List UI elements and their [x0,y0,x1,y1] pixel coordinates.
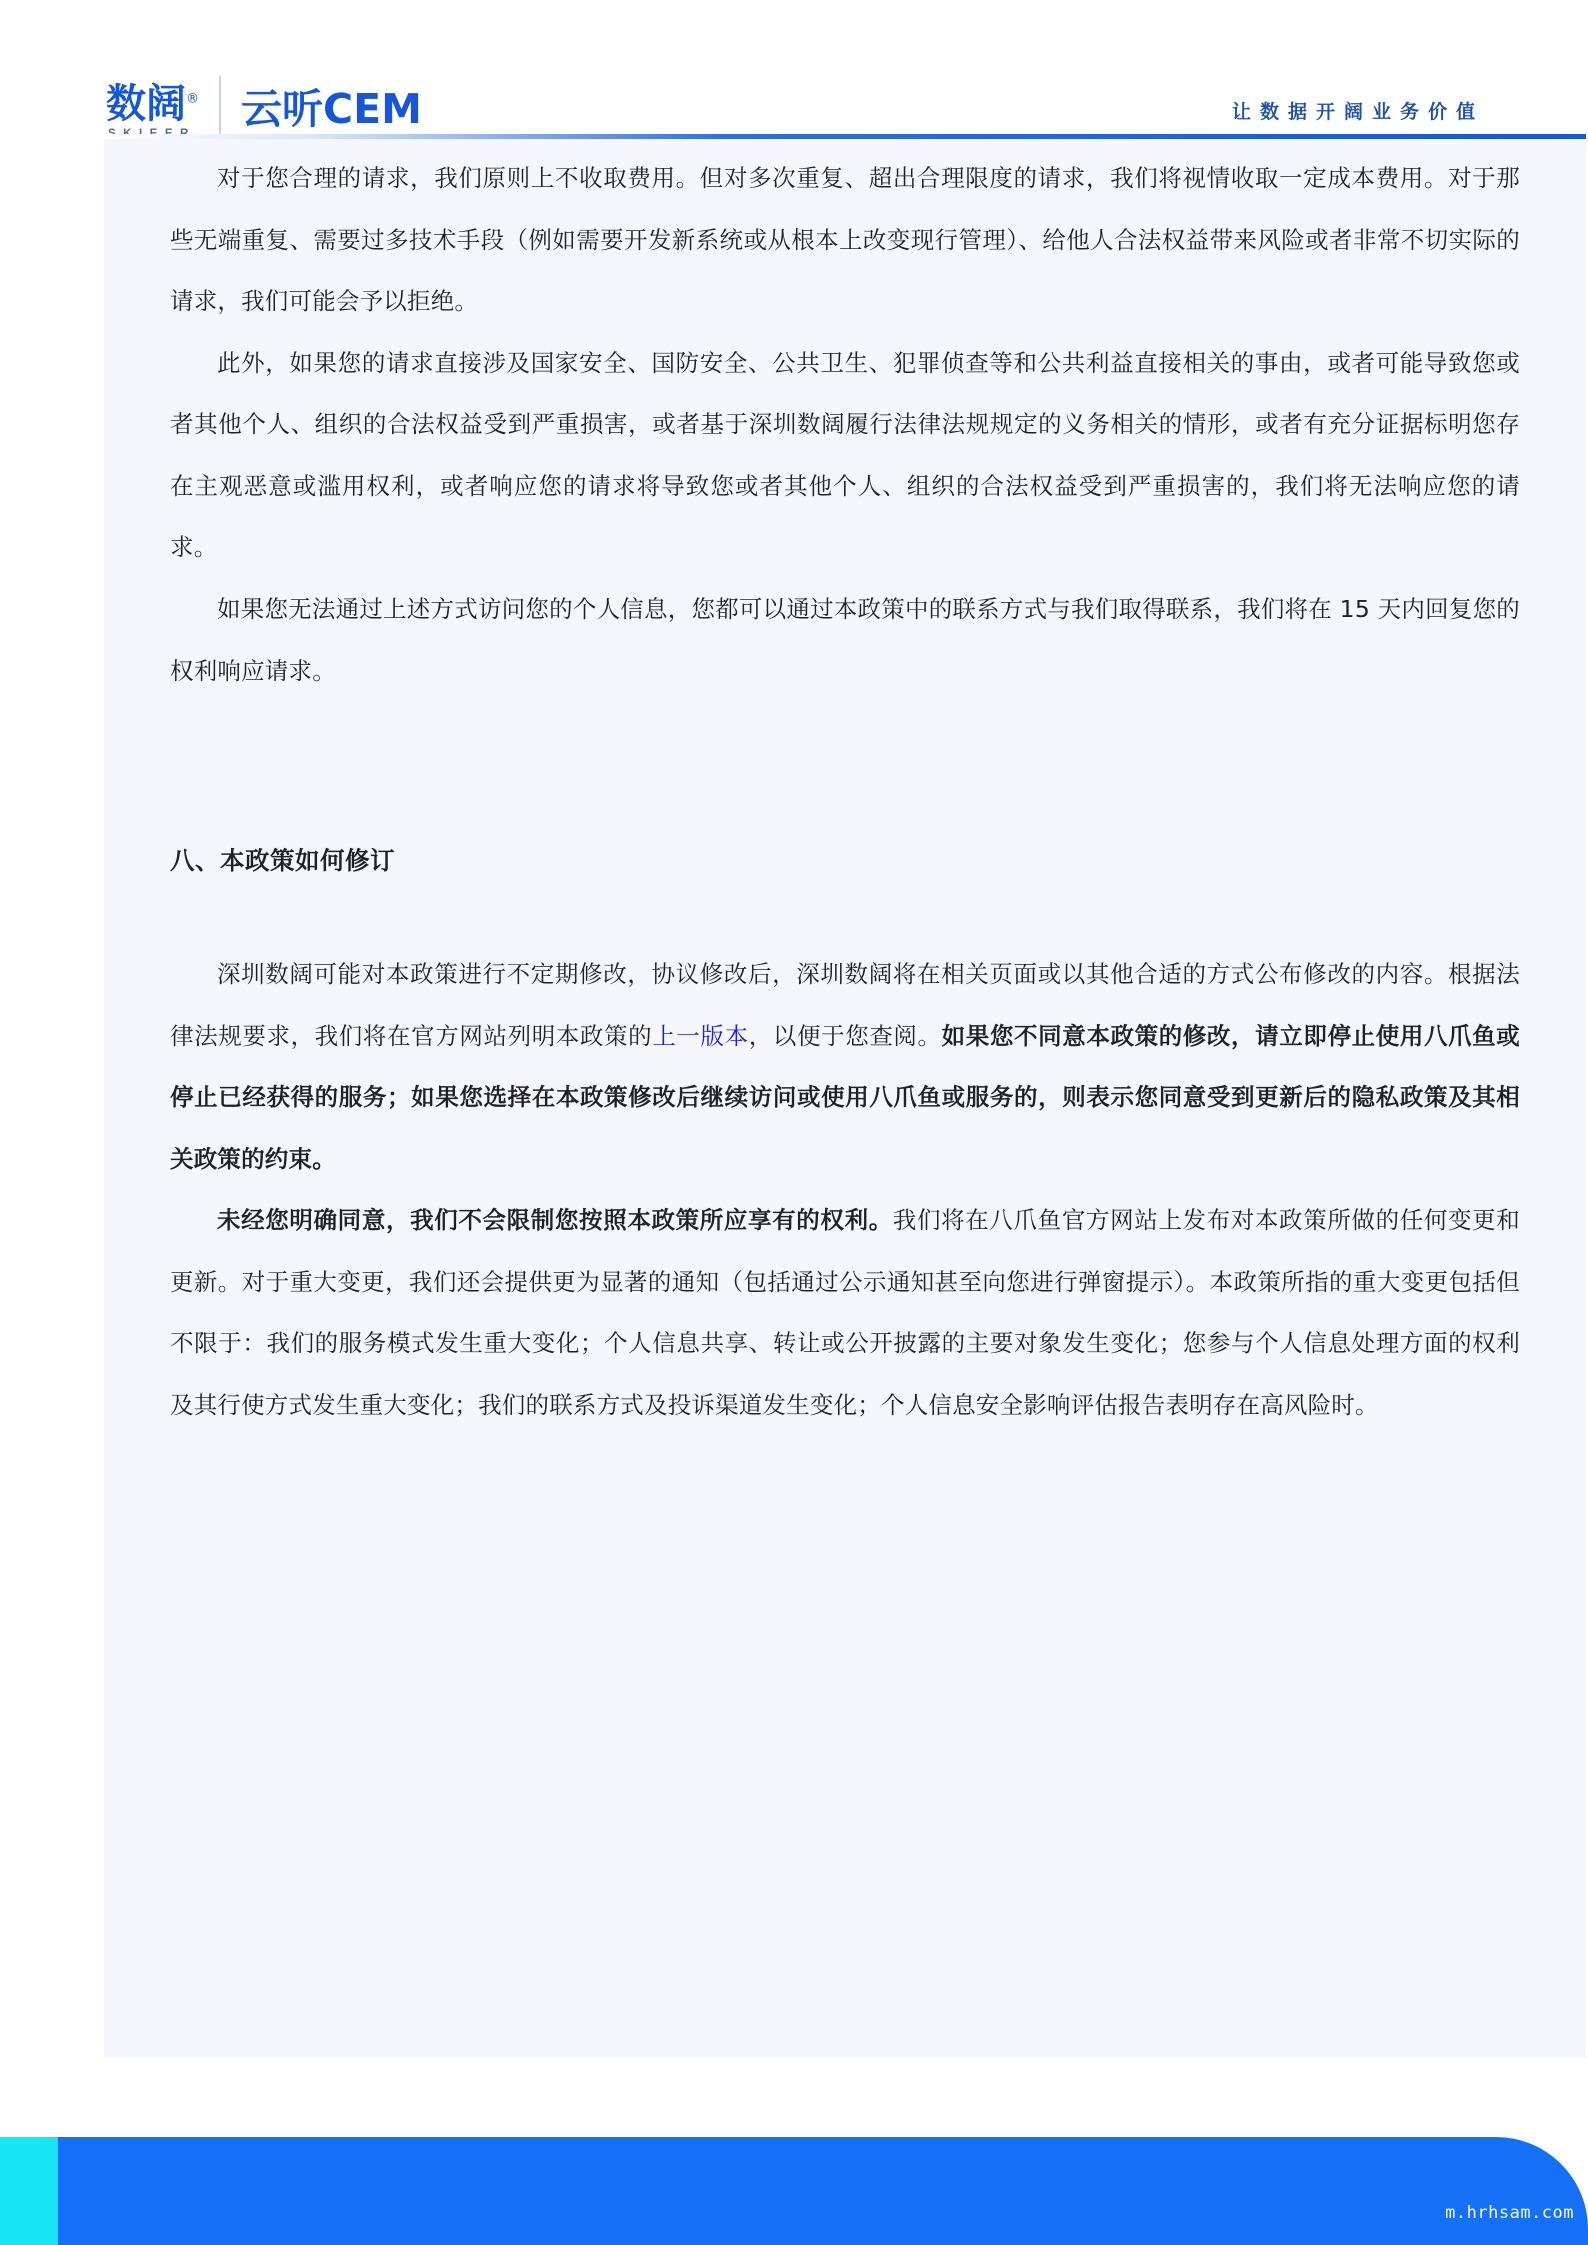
previous-version-link[interactable]: 上一版本 [652,1021,749,1050]
logo-chinese-text: 数阔 [106,80,186,127]
paragraph-exceptions: 此外，如果您的请求直接涉及国家安全、国防安全、公共卫生、犯罪侦查等和公共利益直接相关的事由，或者可能导致您或者其他个人、组织的合法权益受到严重损害，或者基于深圳数阔履行法律法规规定的义务相关的情形，或者有充分证据标明您存在主观恶意或滥用权利，或者响应您的请求将导致您或者其他个人、组织的合法权益受到严重损害的，我们将无法响应您的请求。 [170,348,1520,562]
logo-chinese-wordmark [106,80,199,127]
section-heading-policy-revision: 八、本政策如何修订 [170,846,395,876]
logo-divider [219,76,221,134]
page-footer [0,2137,1588,2245]
footer-blue-bar [58,2137,1588,2245]
brand-logo[interactable] [106,76,422,140]
revision-text-bold: 如果您不同意本政策的修改，请立即停止使用八爪鱼或停止已经获得的服务；如果您选择在本政策修改后继续访问或使用八爪鱼或服务的，则表示您同意受到更新后的隐私政策及其相关政策的约束。 [170,1021,1520,1173]
paragraph-fees: 对于您合理的请求，我们原则上不收取费用。但对多次重复、超出合理限度的请求，我们将视情收取一定成本费用。对于那些无端重复、需要过多技术手段（例如需要开发新系统或从根本上改变现行管理）、给他人合法权益带来风险或者非常不切实际的请求，我们可能会予以拒绝。 [170,164,1520,316]
footer-watermark: m.hrhsam.com [1445,2203,1574,2223]
header-tagline: 让数据开阔业务价值 [1231,101,1484,123]
paragraph-contact-response: 如果您无法通过上述方式访问您的个人信息，您都可以通过本政策中的联系方式与我们取得联系，我们将在 15 天内回复您的权利响应请求。 [170,594,1520,685]
spacer-before-section [170,702,1520,834]
document-body [104,138,1586,1436]
spacer-after-heading [170,888,1520,944]
spacer-top [170,138,1520,148]
paragraph-revision-notice [170,944,1520,1190]
registered-trademark-icon: ® [186,91,199,107]
revision-text-part-1: 深圳数阔可能对本政策进行不定期修改，协议修改后，深圳数阔将在相关页面或以其他合适的方式公布修改的内容。根据法律法规要求，我们将在官方网站列明本政策的 [170,959,1520,1050]
product-brand-name: 云听CEM [241,85,422,133]
rights-text-bold: 未经您明确同意，我们不会限制您按照本政策所应享有的权利。 [217,1206,893,1235]
rights-text-rest: 我们将在八爪鱼官方网站上发布对本政策所做的任何变更和更新。对于重大变更，我们还会提供更为显著的通知（包括通过公示通知甚至向您进行弹窗提示）。本政策所指的重大变更包括但不限于：我们的服务模式发生重大变化；个人信息共享、转让或公开披露的主要对象发生变化；您参与个人信息处理方面的权利及其行使方式发生重大变化；我们的联系方式及投诉渠道发生变化；个人信息安全影响评估报告表明存在高风险时。 [170,1206,1520,1419]
revision-text-part-2: ，以便于您查阅。 [748,1021,942,1050]
page-header [0,0,1588,138]
logo-skieer-mark [106,80,199,140]
footer-cyan-accent [0,2137,58,2245]
paragraph-rights-guarantee [170,1190,1520,1436]
